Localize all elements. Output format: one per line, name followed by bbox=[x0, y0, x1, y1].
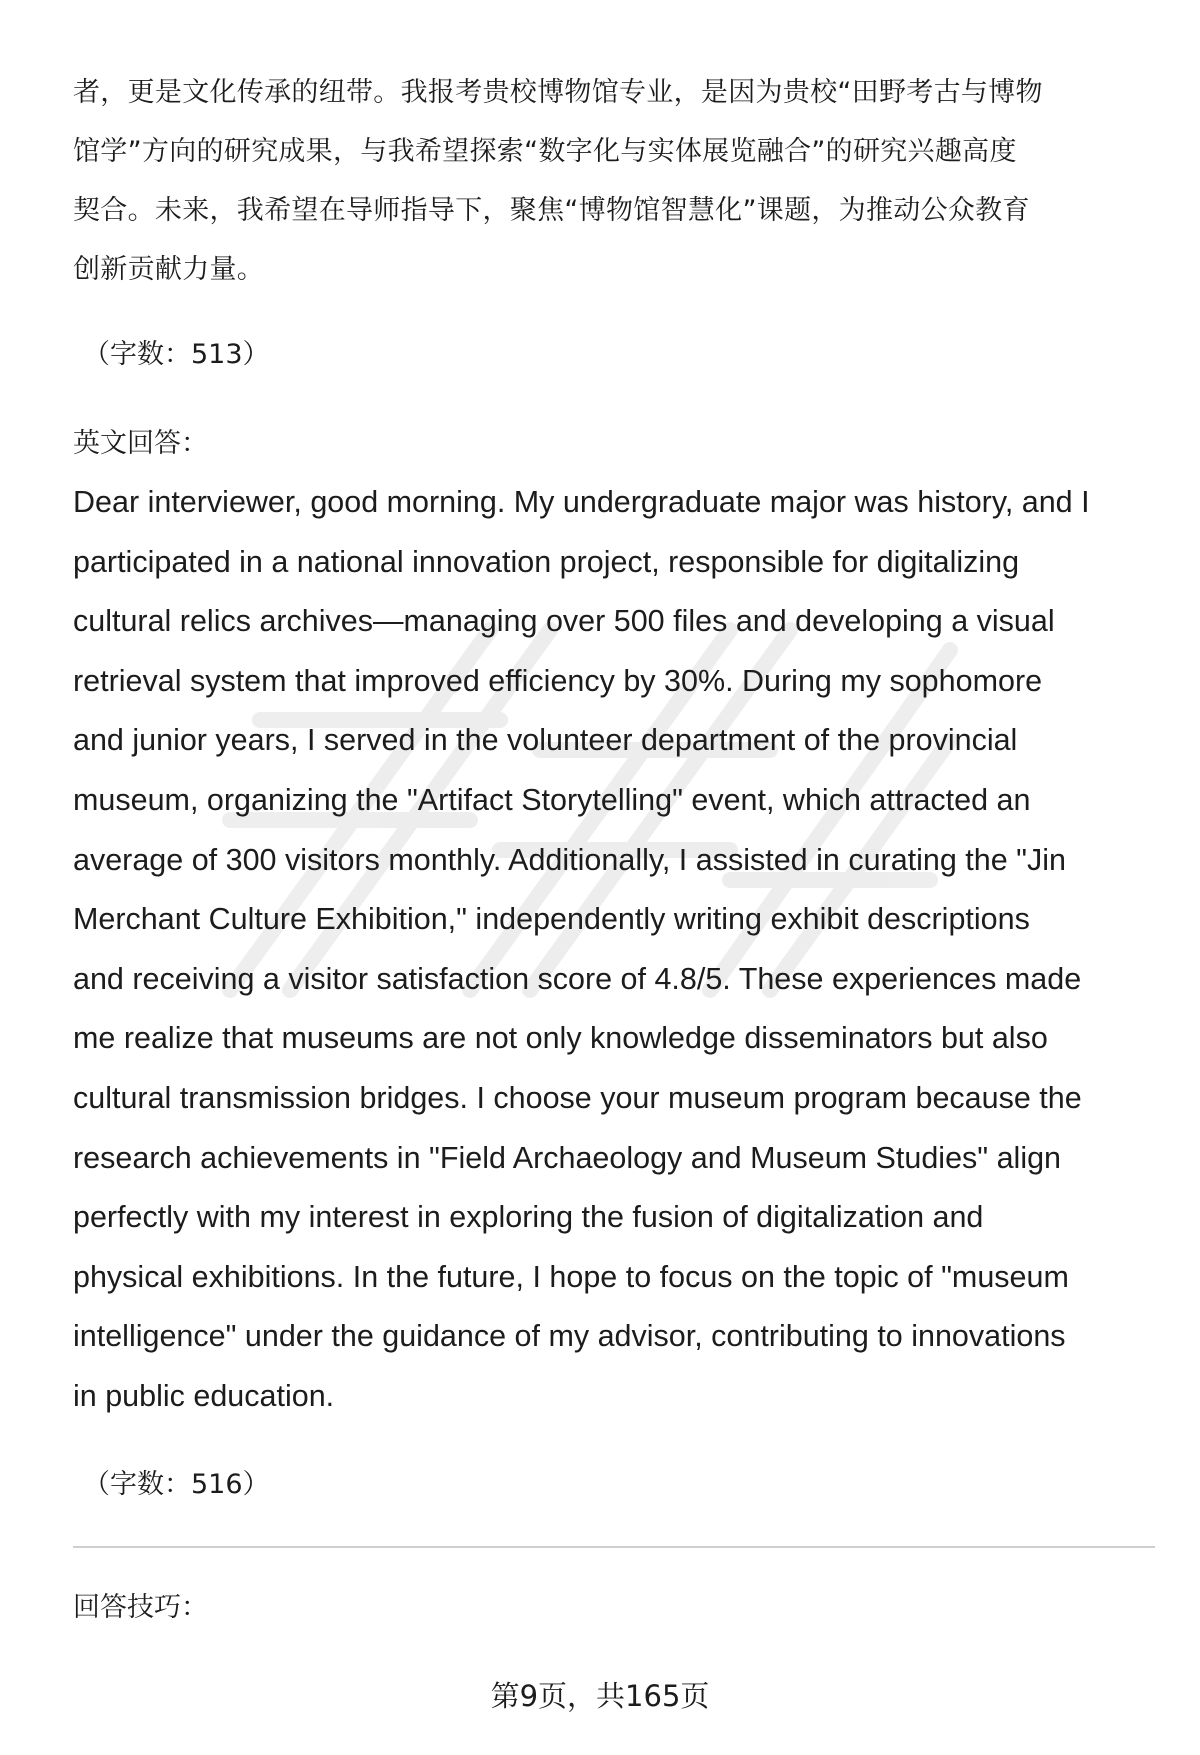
english-word-count: （字数：516） bbox=[83, 1469, 270, 1500]
english-line: and receiving a visitor satisfaction score of 4.8/5. These experiences made bbox=[73, 961, 1082, 996]
chinese-answer-paragraph bbox=[73, 63, 1153, 299]
english-line: museum, organizing the "Artifact Storytelling" event, which attracted an bbox=[73, 782, 1031, 817]
english-line: Merchant Culture Exhibition," independently writing exhibit descriptions bbox=[73, 902, 1030, 937]
english-answer-heading: 英文回答： bbox=[73, 428, 208, 459]
english-line: intelligence" under the guidance of my advisor, contributing to innovations bbox=[73, 1319, 1066, 1354]
english-line: Dear interviewer, good morning. My undergraduate major was history, and I bbox=[73, 485, 1090, 519]
english-line: and junior years, I served in the volunteer department of the provincial bbox=[73, 723, 1018, 758]
english-line: retrieval system that improved efficiency by 30%. During my sophomore bbox=[73, 663, 1043, 698]
chinese-line: 者，更是文化传承的纽带。我报考贵校博物馆专业，是因为贵校“田野考古与博物 bbox=[73, 77, 1043, 108]
english-line: perfectly with my interest in exploring the fusion of digitalization and bbox=[73, 1200, 984, 1235]
english-line: average of 300 visitors monthly. Additionally, I assisted in curating the "Jin bbox=[73, 842, 1066, 877]
english-line: me realize that museums are not only knowledge disseminators but also bbox=[73, 1021, 1048, 1056]
english-line: cultural transmission bridges. I choose your museum program because the bbox=[73, 1080, 1082, 1115]
english-line: participated in a national innovation project, responsible for digitalizing bbox=[73, 544, 1020, 579]
english-line: research achievements in "Field Archaeology and Museum Studies" align bbox=[73, 1140, 1062, 1175]
page-number-footer: 第9页，共165页 bbox=[490, 1679, 710, 1713]
section-divider bbox=[73, 1546, 1155, 1548]
chinese-line: 契合。未来，我希望在导师指导下，聚焦“博物馆智慧化”课题，为推动公众教育 bbox=[73, 195, 1030, 226]
chinese-word-count: （字数：513） bbox=[83, 339, 270, 370]
english-line: in public education. bbox=[73, 1378, 335, 1413]
english-line: physical exhibitions. In the future, I hope to focus on the topic of "museum bbox=[73, 1259, 1069, 1294]
answer-tips-heading: 回答技巧： bbox=[73, 1592, 208, 1623]
chinese-line: 创新贡献力量。 bbox=[73, 254, 265, 285]
english-line: cultural relics archives—managing over 500 files and developing a visual bbox=[73, 604, 1055, 639]
english-answer-paragraph bbox=[73, 473, 1173, 1427]
chinese-line: 馆学”方向的研究成果，与我希望探索“数字化与实体展览融合”的研究兴趣高度 bbox=[73, 136, 1017, 167]
